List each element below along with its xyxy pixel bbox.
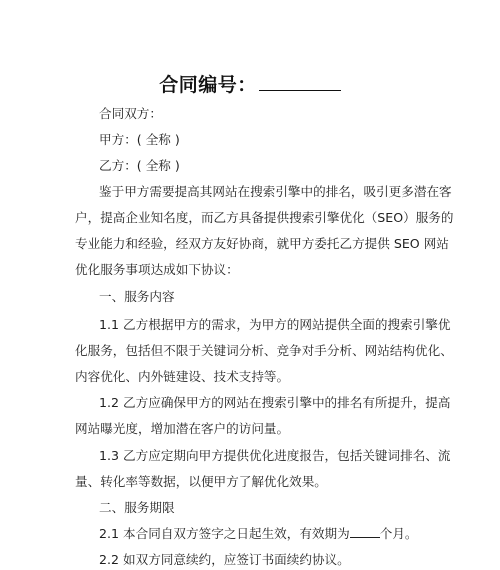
- clause-2-1-text: 2.1 本合同自双方签字之日起生效，有效期为: [99, 526, 350, 541]
- clause-1-3-line: 1.3 乙方应定期向甲方提供优化进度报告，包括关键词排名、流: [99, 448, 451, 463]
- clause-1-2-line: 1.2 乙方应确保甲方的网站在搜索引擎中的排名有所提升，提高: [99, 395, 451, 410]
- preamble-line: 优化服务事项达成如下协议：: [75, 262, 239, 277]
- contract-title: [0, 70, 500, 97]
- contract-number-label: 合同编号：: [159, 74, 257, 96]
- preamble-line: 户，提高企业知名度，而乙方具备提供搜索引擎优化（SEO）服务的: [75, 210, 454, 225]
- preamble-line: 专业能力和经验，经双方友好协商，就甲方委托乙方提供 SEO 网站: [75, 236, 449, 251]
- section-2-heading: 二、服务期限: [99, 500, 175, 515]
- clause-2-1-suffix: 个月。: [379, 526, 418, 541]
- section-1-heading: 一、服务内容: [99, 289, 175, 304]
- clause-1-1-line: 内容优化、内外链建设、技术支持等。: [75, 369, 290, 384]
- preamble-line: 鉴于甲方需要提高其网站在搜索引擎中的排名，吸引更多潜在客: [99, 184, 452, 199]
- clause-2-1-line: [99, 524, 418, 544]
- clause-1-1-line: 1.1 乙方根据甲方的需求，为甲方的网站提供全面的搜索引擎优: [99, 317, 451, 332]
- term-months-blank: [350, 525, 380, 538]
- clause-1-1-line: 化服务，包括但不限于关键词分析、竞争对手分析、网站结构优化、: [75, 343, 453, 358]
- clause-2-2-line: 2.2 如双方同意续约，应签订书面续约协议。: [99, 552, 350, 567]
- parties-heading: 合同双方：: [99, 106, 162, 121]
- party-a-line: 甲方：( 全称 ): [99, 132, 180, 147]
- party-b-line: 乙方：( 全称 ): [99, 158, 180, 173]
- clause-1-3-line: 量、转化率等数据，以便甲方了解优化效果。: [75, 474, 327, 489]
- clause-1-2-line: 网站曝光度，增加潜在客户的访问量。: [75, 421, 290, 436]
- contract-number-blank: [259, 74, 341, 91]
